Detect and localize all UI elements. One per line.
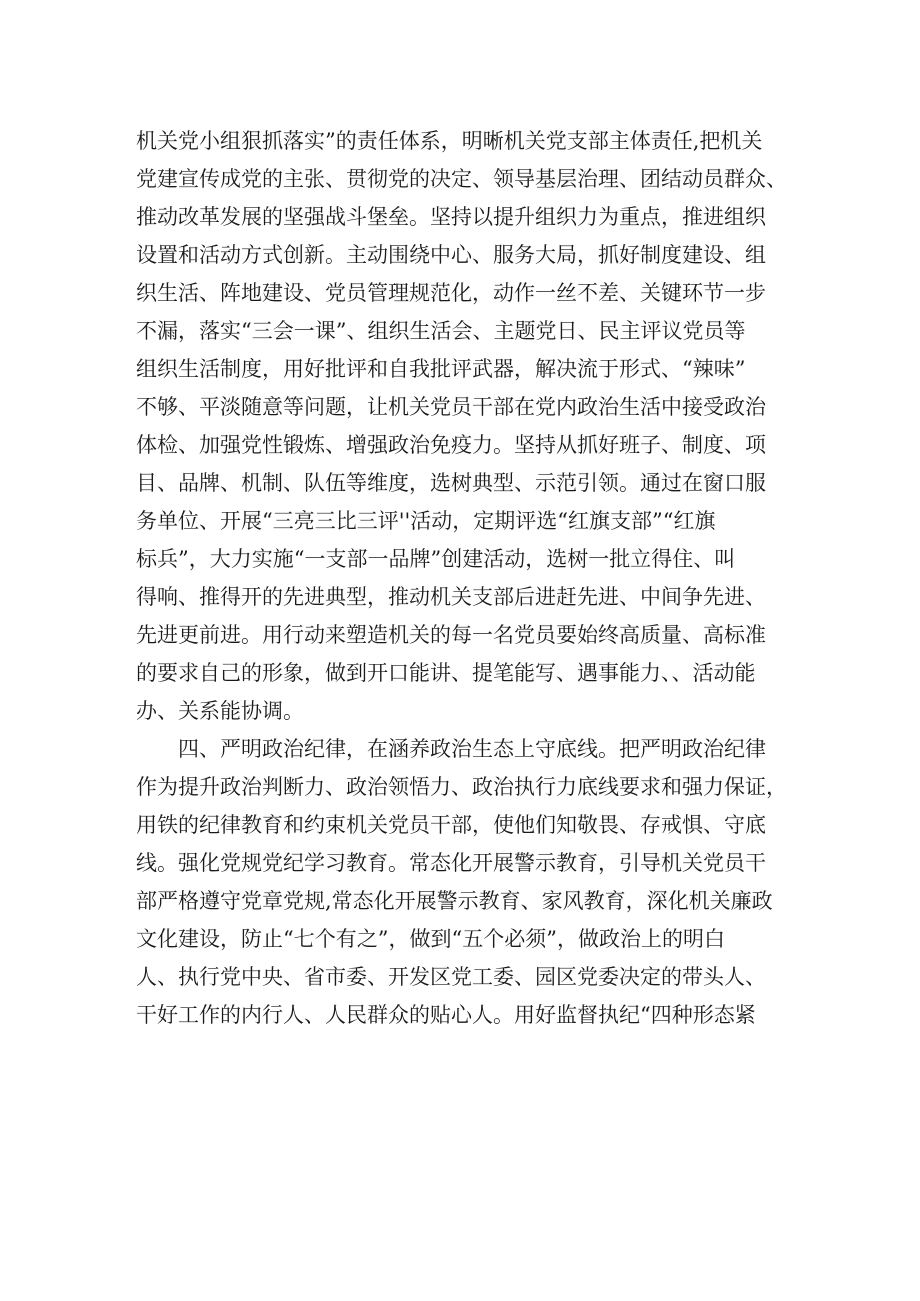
text-line: 不漏，落实“三会一课”、组织生活会、主题党日、民主评议党员等 [136,319,746,343]
text-line: 先进更前进。用行动来塑造机关的每一名党员要始终高质量、高标准 [136,623,766,647]
text-line: 办、关系能协调。 [136,699,304,723]
text-line: 用铁的纪律教育和约束机关党员干部，使他们知敬畏、存戒惧、守底 [136,813,766,837]
text-line: 组织生活制度，用好批评和自我批评武器，解决流于形式、“辣味” [136,357,746,381]
text-line: 目、品牌、机制、队伍等维度，选树典型、示范引领。通过在窗口服 [136,471,766,495]
text-line: 党建宣传成党的主张、贯彻党的决定、领导基层治理、团结动员群众、 [136,167,787,191]
text-line: 得响、推得开的先进典型，推动机关支部后进赶先进、中间争先进、 [136,585,766,609]
text-line: 推动改革发展的坚强战斗堡垒。坚持以提升组织力为重点，推进组织 [136,205,766,229]
text-line: 设置和活动方式创新。主动围绕中心、服务大局，抓好制度建设、组 [136,243,766,267]
text-line: 线。强化党规党纪学习教育。常态化开展警示教育，引导机关党员干 [136,851,766,875]
text-line: 的要求自己的形象，做到开口能讲、提笔能写、遇事能力、、活动能 [136,661,756,685]
text-line: 体检、加强党性锻炼、增强政治免疫力。坚持从抓好班子、制度、项 [136,433,766,457]
text-line: 标兵”，大力实施“一支部一品牌”创建活动，选树一批立得住、叫 [136,547,736,571]
text-line: 不够、平淡随意等问题，让机关党员干部在党内政治生活中接受政治 [136,395,766,419]
text-line: 作为提升政治判断力、政治领悟力、政治执行力底线要求和强力保证， [136,775,787,799]
text-line: 文化建设，防止“七个有之”，做到“五个必须”，做政治上的明白 [136,927,725,951]
text-line: 人、执行党中央、省市委、开发区党工委、园区党委决定的带头人、 [136,965,766,989]
text-line: 干好工作的内行人、人民群众的贴心人。用好监督执纪“四种形态紧 [136,1003,756,1027]
section-heading-line: 四、严明政治纪律，在涵养政治生态上守底线。把严明政治纪律 [178,737,766,761]
text-line: 机关党小组狠抓落实”的责任体系，明晰机关党支部主体责任,把机关 [136,129,763,153]
text-line: 织生活、阵地建设、党员管理规范化，动作一丝不差、关键环节一步 [136,281,766,305]
text-line: 部严格遵守党章党规,常态化开展警示教育、家风教育，深化机关廉政 [136,889,773,913]
text-line: 务单位、开展“三亮三比三评''活动，定期评选“红旗支部”“红旗 [136,509,716,533]
